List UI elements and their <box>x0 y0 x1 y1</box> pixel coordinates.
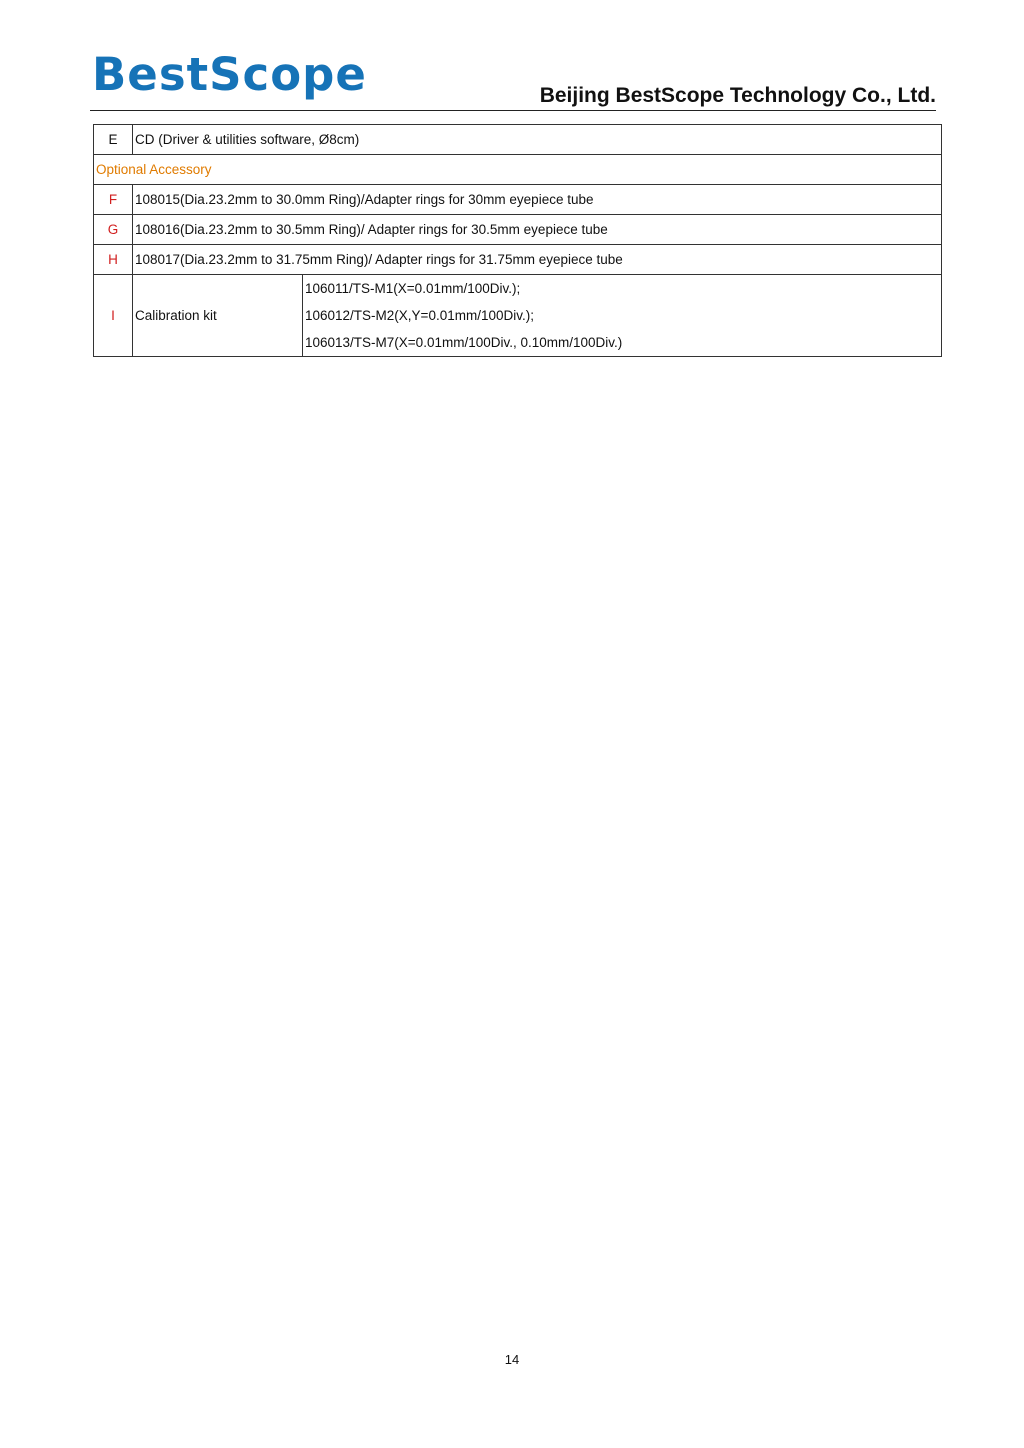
row-letter: G <box>94 215 133 245</box>
calibration-items <box>303 275 942 357</box>
table-row <box>94 215 942 245</box>
company-name: Beijing BestScope Technology Co., Ltd. <box>539 84 936 107</box>
row-letter: I <box>94 275 133 357</box>
section-title: Optional Accessory <box>94 155 942 185</box>
calibration-kit-label: Calibration kit <box>133 275 303 357</box>
header-divider <box>90 110 936 111</box>
table-row <box>94 245 942 275</box>
row-description: 108017(Dia.23.2mm to 31.75mm Ring)/ Adapter rings for 31.75mm eyepiece tube <box>133 245 942 275</box>
row-letter: E <box>94 125 133 155</box>
row-letter: H <box>94 245 133 275</box>
table-row <box>94 185 942 215</box>
section-row <box>94 155 942 185</box>
bestscope-logo: BestScope <box>92 48 367 101</box>
page-number: 14 <box>504 1352 520 1367</box>
calibration-row <box>94 275 942 357</box>
calibration-item: 106011/TS-M1(X=0.01mm/100Div.); <box>305 281 521 296</box>
calibration-item: 106013/TS-M7(X=0.01mm/100Div., 0.10mm/100Div.) <box>305 335 623 350</box>
row-letter: F <box>94 185 133 215</box>
table-row <box>94 125 942 155</box>
calibration-item: 106012/TS-M2(X,Y=0.01mm/100Div.); <box>305 308 534 323</box>
accessory-table <box>93 124 942 357</box>
row-description: 108016(Dia.23.2mm to 30.5mm Ring)/ Adapter rings for 30.5mm eyepiece tube <box>133 215 942 245</box>
row-description: 108015(Dia.23.2mm to 30.0mm Ring)/Adapter rings for 30mm eyepiece tube <box>133 185 942 215</box>
row-description: CD (Driver & utilities software, Ø8cm) <box>133 125 942 155</box>
